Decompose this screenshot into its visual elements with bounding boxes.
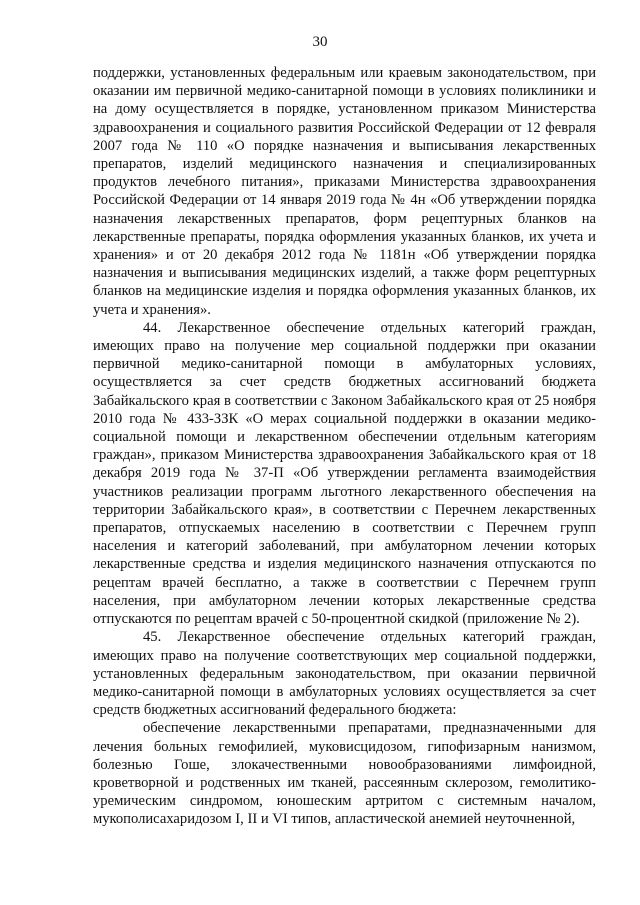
paragraph-44: 44. Лекарственное обеспечение отдельных категорий граждан, имеющих право на получение мер социальной поддержки при оказании первичной медико-санитарной помощи в амбулаторных условиях, осуществляется за счет средств бюджетных ассигнований бюджета Забайкальского края в соответствии с Законом Забайкальского края от 25 ноября 2010 года № 433-ЗЗК «О мерах социальной поддержки в оказании медико-социальной помощи и лекарственном обеспечении отдельным категориям граждан», приказом Министерства здравоохранения Забайкальского края от 18 декабря 2019 года № 37-П «Об утверждении регламента взаимодействия участников реализации программ льготного лекарственного обеспечения на территории Забайкальского края», в соответствии с Перечнем лекарственных препаратов, отпускаемых населению в соответствии с Перечнем групп населения и категорий заболеваний, при амбулаторном лечении которых лекарственные средства и изделия медицинского назначения отпускаются по рецептам врачей бесплатно, а также в соответствии с Перечнем групп населения, при амбулаторном лечении которых лекарственные средства отпускаются по рецептам врачей с 50-процентной скидкой (приложение № 2). (93, 319, 596, 628)
paragraph-continuation: поддержки, установленных федеральным или краевым законодательством, при оказании им первичной медико-санитарной помощи в условиях поликлиники и на дому осуществляется в порядке, установленном приказом Министерства здравоохранения и социального развития Российской Федерации от 12 февраля 2007 года № 110 «О порядке назначения и выписывания лекарственных препаратов, изделий медицинского назначения и специализированных продуктов лечебного питания», приказами Министерства здравоохранения Российской Федерации от 14 января 2019 года № 4н «Об утверждении порядка назначения лекарственных препаратов, форм рецептурных бланков на лекарственные препараты, порядка оформления указанных бланков, их учета и хранения» и от 20 декабря 2012 года № 1181н «Об утверждении порядка назначения и выписывания медицинских изделий, а также форм рецептурных бланков на медицинские изделия и порядка оформления указанных бланков, их учета и хранения». (93, 65, 596, 318)
document-body (93, 64, 596, 829)
paragraph-45: 45. Лекарственное обеспечение отдельных категорий граждан, имеющих право на получение соответствующих мер социальной поддержки, установленных федеральным законодательством, при оказании первичной медико-санитарной помощи в амбулаторных условиях осуществляется за счет средств бюджетных ассигнований федерального бюджета: (93, 629, 596, 719)
paragraph-45-list-item: обеспечение лекарственными препаратами, предназначенными для лечения больных гемофилией, муковисцидозом, гипофизарным нанизмом, болезнью Гоше, злокачественными новообразованиями лимфоидной, кроветворной и родственных им тканей, рассеянным склерозом, гемолитико-уремическим синдромом, юношеским артритом с системным началом, мукополисахаридозом I, II и VI типов, апластической анемией неуточненной, (93, 720, 596, 828)
page-number: 30 (312, 34, 328, 50)
